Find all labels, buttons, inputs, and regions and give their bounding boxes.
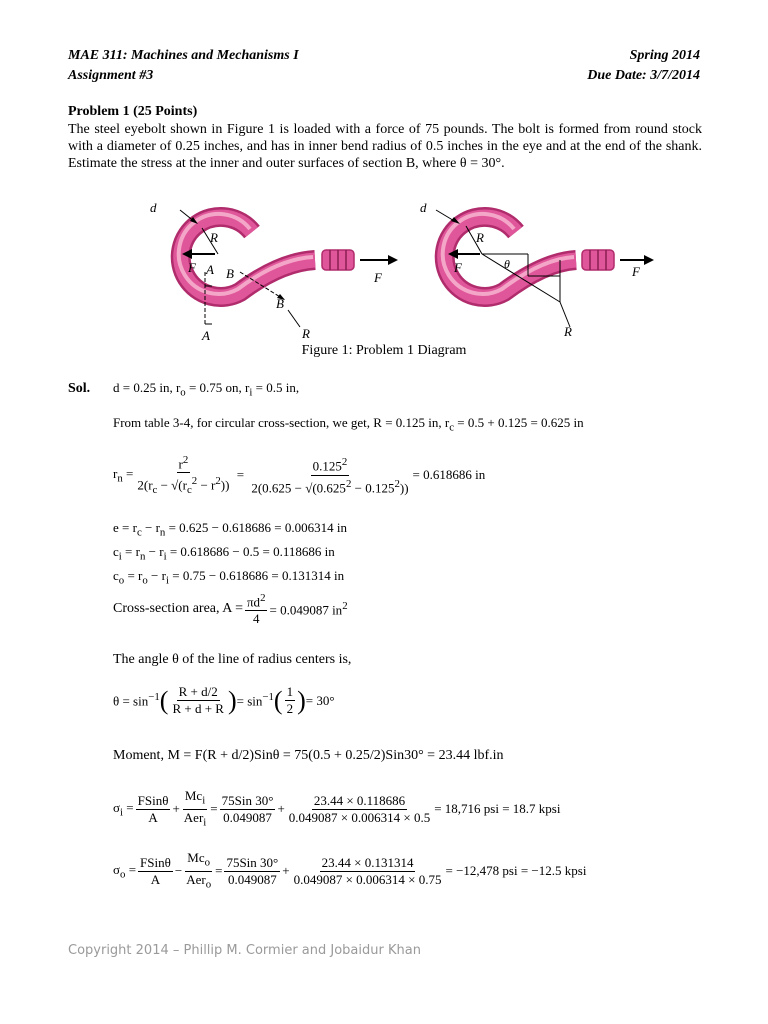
so-f1d: A [150,871,161,887]
angle-text: The angle θ of the line of radius centers is, [113,652,352,667]
given-values: d = 0.25 in, $r_o = 0.75$ on, $r_i = 0.5$ in, [113,380,300,399]
si-lhs: $\sigma_i$ = [113,799,134,819]
so-lhs: $\sigma_o$ = [113,861,137,881]
e-line: $e = r_c - r_n = 0.625 - 0.618686 = 0.006314$ in [113,520,347,539]
label-f-outer: F [374,270,382,285]
label-r: R [210,230,218,245]
theta-num: R + d/2 [178,684,218,699]
theta-result: = 30° [305,692,335,708]
label-a-top: A [206,262,214,277]
area-result: = 0.049087 $in^2$ [269,599,348,617]
theta-den2: 2 [286,701,294,716]
so-frac3 [224,855,280,888]
so-f2n: $Mc_o$ [185,850,212,872]
area-equation [113,590,348,627]
so-frac4 [292,855,444,888]
si-f1n: FSinθ [137,792,169,808]
rn-frac2 [249,454,410,496]
so-f4d: 0.049087 × 0.006314 × 0.75 [293,871,442,887]
rn-lhs: $r_n$ = [113,465,134,485]
si-op2: + [277,801,285,817]
copyright-notice: Copyright 2014 – Phillip M. Cormier and Jobaidur Khan [68,943,421,958]
si-f3d: 0.049087 [223,809,272,825]
label-r-right-bottom: R [564,324,572,339]
si-eq: = [210,801,218,817]
due-date: Due Date: 3/7/2014 [587,68,700,83]
ci-line: $c_i = r_n - r_i = 0.618686 - 0.5 = 0.118686$ in [113,544,335,563]
eyebolt-figure [140,192,670,344]
theta-lhs: $\theta = \sin^{-1}$ [113,691,160,709]
si-frac3 [220,793,276,826]
label-f-right-inner: F [454,260,462,275]
area-num: $\pi d^2$ [246,592,266,610]
si-f3n: 75Sin 30° [221,792,274,808]
theta-den: R + d + R [172,701,224,716]
theta-equation: $\theta = \sin^{-1}$ ( $\frac{R + d/2}{R + d + R}$ ) = $\sin^{-1}$ ( $\frac{1}{2}$ ) = 30° [113,684,335,716]
assignment-number: Assignment #3 [68,68,154,83]
label-f-right-outer: F [632,264,640,279]
course-title: MAE 311: Machines and Mechanisms I [68,48,299,63]
sigma-i-equation [113,788,560,830]
si-result: = 18,716 psi = 18.7 kpsi [434,801,561,817]
theta-frac1 [170,684,226,717]
si-frac2 [182,788,209,830]
label-b-top: B [226,266,234,281]
sol-label: Sol. [68,381,91,396]
label-d-right: d [420,200,427,215]
label-r-right: R [476,230,484,245]
so-result: = −12,478 psi = −12.5 kpsi [445,863,587,879]
so-f3d: 0.049087 [227,871,277,887]
sigma-o-equation [113,850,586,892]
area-frac [245,590,268,627]
si-frac4 [287,793,432,826]
so-op2: + [282,863,290,879]
so-op1: − [174,863,183,879]
si-f2n: $Mc_i$ [183,788,207,810]
rn-den1: $2(r_c - √(r_c^2 - r^2))$ [137,475,230,497]
si-frac1 [136,793,171,826]
label-f-inner: F [188,260,196,275]
so-f3n: 75Sin 30° [226,854,279,870]
rn-equation: $r_n$ = $\frac{r^2}{2(r_c - √(r_c^2 - r^2))}$ = $\frac{0.125^2}{2(0.625 - √(0.625^2 - 0.125^2))}$ = 0.618686 in [113,454,486,497]
theta-frac2 [285,684,296,717]
figure-caption: Figure 1: Problem 1 Diagram [301,343,467,358]
si-f4d: 0.049087 × 0.006314 × 0.5 [288,809,431,825]
theta-num2: 1 [286,684,294,699]
co-line: $c_o = r_o - r_i = 0.75 - 0.618686 = 0.131314$ in [113,568,345,587]
label-theta: θ [504,257,510,271]
table-line: From table 3-4, for circular cross-section, we get, R = 0.125 in, $r_c = 0.5 + 0.125 = 0.625$ in [113,415,584,434]
si-f2d: Aer$_i$ [183,809,207,829]
so-f1n: FSinθ [140,854,171,870]
si-f1d: A [148,809,158,825]
label-a-bottom: A [202,328,210,343]
term: Spring 2014 [629,48,700,63]
label-d: d [150,200,157,215]
si-f4n: 23.44 × 0.118686 [313,792,406,808]
so-f2d: Aer$_o$ [186,871,212,891]
label-b-bottom: B [276,296,284,311]
problem-title: Problem 1 (25 Points) [68,104,198,119]
rn-den2: $2(0.625 - √(0.625^2 - 0.125^2))$ [251,477,409,495]
so-frac1 [138,855,173,888]
rn-num2: 0.125$^2$ [312,456,348,474]
moment-line: Moment, M = F(R + d/2)Sinθ = 75(0.5 + 0.25/2)Sin30° = 23.44 lbf.in [113,748,504,763]
so-frac2 [184,850,213,892]
rn-num1: $r^2$ [178,454,189,472]
so-f4n: 23.44 × 0.131314 [321,854,414,870]
so-eq: = [215,863,223,879]
area-label: Cross-section area, A = [113,600,243,616]
problem-text: The steel eyebolt shown in Figure 1 is loaded with a force of 75 pounds. The bolt is formed from round stock with a diameter of 0.25 inches, and has in inner bend radius of 0.5 inches in the eye and at the end of the shank. Estimate the stress at the inner and outer surfaces of section B, where θ = 30°. [68,122,702,171]
si-op1: + [172,801,180,817]
label-r-bottom: R [302,326,310,341]
area-den: 4 [252,611,260,627]
theta-mid: = $\sin^{-1}$ [236,691,274,709]
rn-result: = 0.618686 in [412,467,486,483]
eyebolt-right [436,210,654,327]
rn-frac1 [135,452,231,498]
